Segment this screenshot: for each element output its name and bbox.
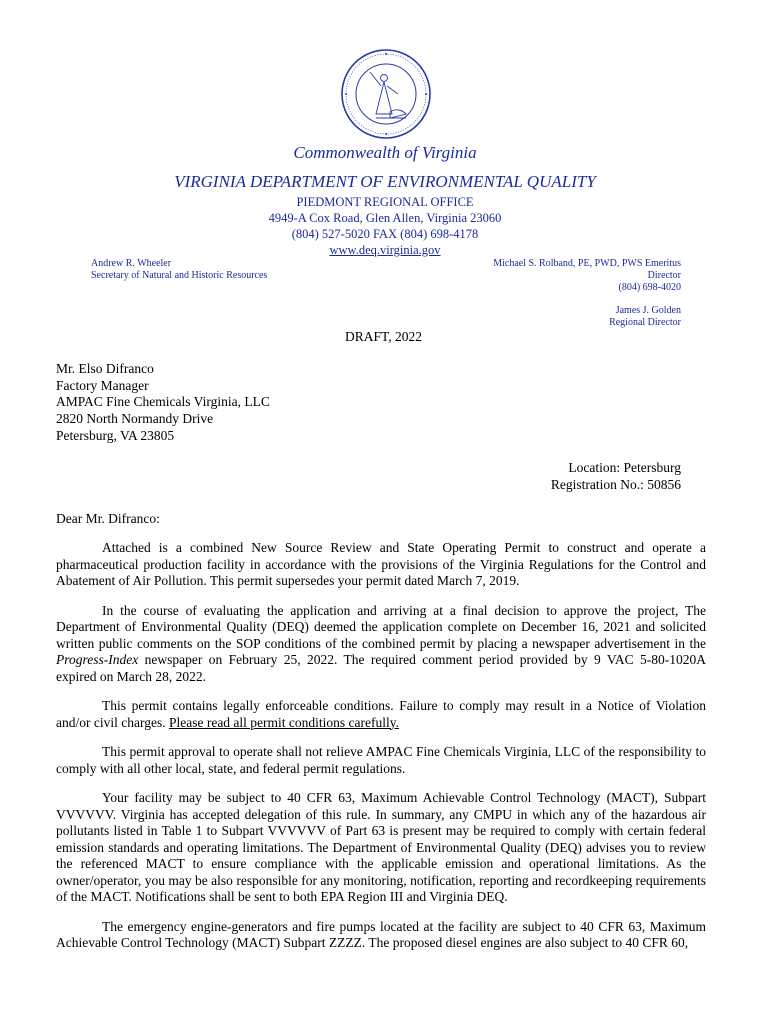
- paragraph-1: Attached is a combined New Source Review and State Operating Permit to construct and operate a pharmaceutical production facility in accordance with the provisions of the Virginia Regulations for the Control and Abatement of Air Pollution. This permit supersedes your permit dated March 7, 2019.: [56, 540, 706, 588]
- paragraph-5: Your facility may be subject to 40 CFR 63, Maximum Achievable Control Technology (MACT), Subpart VVVVVV. Virginia has accepted delegation of this rule. In summary, any CMPU in which any of the hazardous air pollutants listed in Table 1 to Subpart VVVVVV of Part 63 is present may be required to comply with certain federal emission standards and operating limitations. The Department of Environmental Quality (DEQ) advises you to review the referenced MACT to ensure compliance with the applicable emission and operational limitations. As the owner/operator, you may be also responsible for any monitoring, notification, reporting and recordkeeping requirements of the MACT. Notifications shall be sent to both EPA Region III and Virginia DEQ.: [56, 790, 706, 904]
- regional-director-name: James J. Golden: [615, 305, 681, 316]
- paragraph-3: This permit contains legally enforceable conditions. Failure to comply may result in a Notice of Violation and/or civil charges. Please read all permit conditions carefully.: [56, 698, 706, 730]
- letter-date: DRAFT, 2022: [345, 329, 423, 344]
- director-title: Director: [647, 270, 681, 281]
- commonwealth-heading: Commonwealth of Virginia: [293, 143, 477, 162]
- paragraph-2: In the course of evaluating the application and arriving at a final decision to approve the project, The Department of Environmental Quality (DEQ) deemed the application complete on December 16, 2021 and solicited written public comments on the SOP conditions of the combined permit by placing a newspaper advertisement in the Progress-Index newspaper on February 25, 2022. The required comment period provided by 9 VAC 5-80-1020A expired on March 28, 2022.: [56, 602, 706, 684]
- newspaper-name: Progress-Index: [56, 652, 139, 667]
- office-block: [0, 194, 770, 258]
- registration-line: Registration No.: 50856: [550, 476, 681, 492]
- virginia-state-seal: [340, 48, 432, 140]
- director-phone: (804) 698-4020: [618, 282, 681, 293]
- letter-body: [56, 540, 706, 965]
- website-link[interactable]: www.deq.virginia.gov: [329, 243, 441, 257]
- paragraph-6: The emergency engine-generators and fire pumps located at the facility are subject to 40 CFR 63, Maximum Achievable Control Technology (MACT) Subpart ZZZZ. The proposed diesel engines are also subject to 40 CFR 60,: [56, 918, 706, 950]
- recipient-name: Mr. Elso Difranco: [56, 361, 154, 376]
- read-conditions-note: Please read all permit conditions carefully.: [168, 714, 400, 730]
- salutation: Dear Mr. Difranco:: [56, 511, 160, 526]
- recipient-street: 2820 North Normandy Drive: [56, 411, 214, 427]
- recipient-address: [56, 361, 270, 445]
- office-phone: (804) 527-5020 FAX (804) 698-4178: [291, 227, 479, 241]
- secretary-name: Andrew R. Wheeler: [91, 258, 172, 269]
- director-name: Michael S. Rolband, PE, PWD, PWS Emeritus: [493, 258, 681, 269]
- reference-block: [551, 460, 681, 493]
- recipient-company: AMPAC Fine Chemicals Virginia, LLC: [56, 394, 270, 410]
- location-line: Location: Petersburg: [568, 460, 681, 475]
- office-address: 4949-A Cox Road, Glen Allen, Virginia 23060: [268, 211, 502, 225]
- secretary-block: [91, 258, 267, 282]
- regional-director-block: [609, 305, 681, 329]
- recipient-title: Factory Manager: [56, 377, 149, 393]
- office-name: PIEDMONT REGIONAL OFFICE: [296, 195, 474, 209]
- agency-heading: VIRGINIA DEPARTMENT OF ENVIRONMENTAL QUALITY: [174, 172, 596, 191]
- paragraph-4: This permit approval to operate shall not relieve AMPAC Fine Chemicals Virginia, LLC of the responsibility to comply with all other local, state, and federal permit regulations.: [56, 744, 706, 776]
- regional-director-title: Regional Director: [609, 317, 681, 328]
- recipient-city: Petersburg, VA 23805: [56, 427, 175, 443]
- director-block: [493, 258, 681, 294]
- secretary-title: Secretary of Natural and Historic Resources: [91, 270, 268, 281]
